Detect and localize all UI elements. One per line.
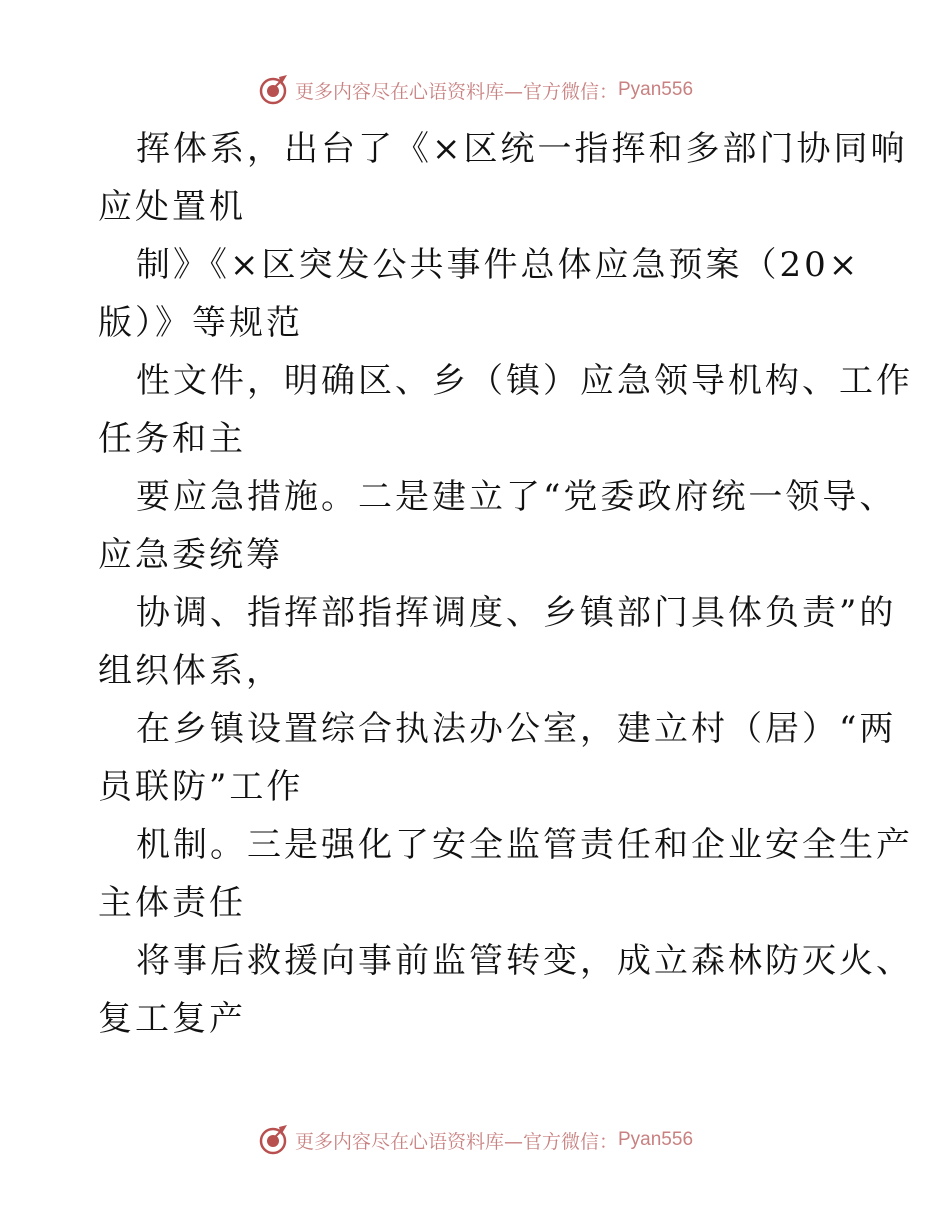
quill-logo-icon <box>257 73 291 107</box>
text-line: 在乡镇设置综合执法办公室，建立村（居）“两 <box>136 709 897 749</box>
text-line: 版）》等规范 <box>98 303 303 343</box>
text-line: 组织体系， <box>98 651 283 691</box>
text-line: 制》《×区突发公共事件总体应急预案（20× <box>136 245 861 285</box>
header-watermark-text: 更多内容尽在心语资料库—官方微信： <box>294 80 618 103</box>
text-line: 要应急措施。二是建立了“党委政府统一领导、 <box>136 477 897 517</box>
header-watermark-handle: Pyan556 <box>618 79 694 100</box>
header-watermark <box>0 70 950 110</box>
text-line: 应处置机 <box>98 187 246 227</box>
text-line: 机制。三是强化了安全监管责任和企业安全生产 <box>136 825 913 865</box>
text-line: 主体责任 <box>98 883 246 923</box>
quill-logo-icon <box>257 1123 291 1157</box>
text-line: 员联防”工作 <box>98 767 304 807</box>
text-line: 性文件，明确区、乡（镇）应急领导机构、工作 <box>136 361 913 401</box>
text-line: 应急委统筹 <box>98 535 283 575</box>
footer-watermark <box>0 1120 950 1160</box>
text-line: 协调、指挥部指挥调度、乡镇部门具体负责”的 <box>136 593 897 633</box>
footer-watermark-text: 更多内容尽在心语资料库—官方微信： <box>294 1130 618 1153</box>
text-line: 将事后救援向事前监管转变，成立森林防灭火、 <box>136 941 913 981</box>
text-line: 挥体系，出台了《×区统一指挥和多部门协同响 <box>136 129 908 169</box>
text-line: 复工复产 <box>98 999 246 1039</box>
text-line: 任务和主 <box>98 419 246 459</box>
footer-watermark-handle: Pyan556 <box>618 1129 694 1150</box>
